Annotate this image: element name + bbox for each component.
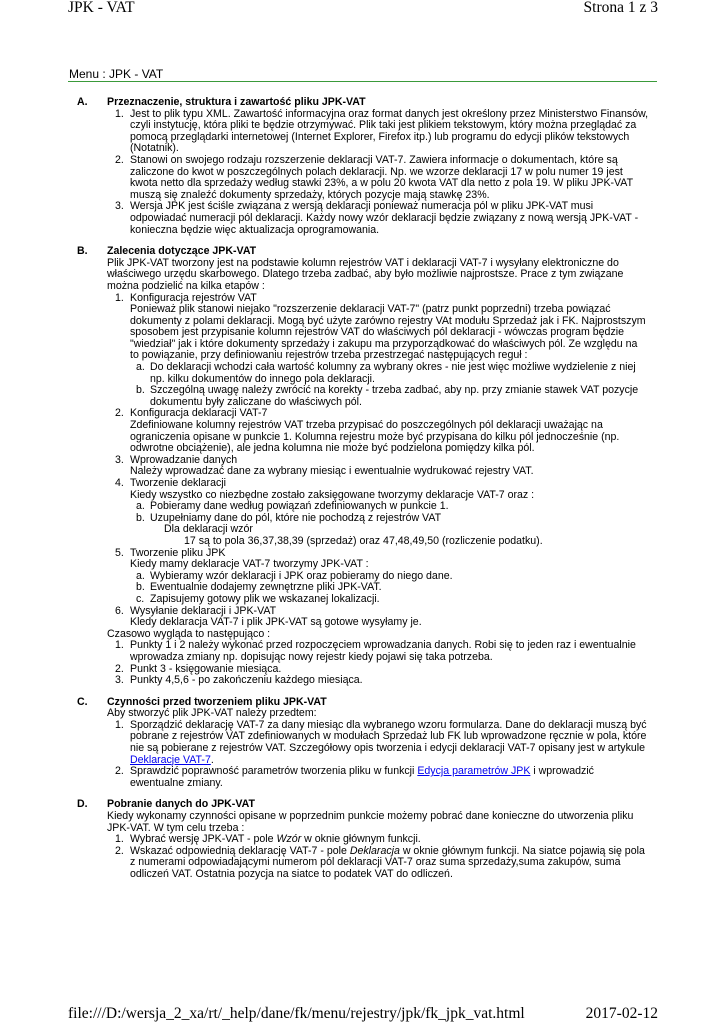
sub-list xyxy=(130,571,649,606)
section-c-list xyxy=(107,720,649,790)
list-text: Jest to plik typu XML. Zawartość informacyjna oraz format danych jest określony przez Ministerstwo Finansów, czyli instytucję, która pliki te będzie otrzymywać. Plik taki jest plikiem tekstowym, który można przeglądać za pomocą przeglądarki internetowej (Internet Explorer, Firefox itp.) lub programu do edycji plików tekstowych (Notatnik). xyxy=(130,107,649,155)
sub-letter: a. xyxy=(136,500,145,513)
section-letter: A. xyxy=(77,96,88,108)
section-title: Pobranie danych do JPK-VAT xyxy=(107,798,255,811)
list-text: Punkty 4,5,6 - po zakończeniu każdego miesiąca. xyxy=(130,674,363,687)
list-text: Sporządzić deklarację VAT-7 za dany miesiąc dla wybranego wzoru formularza. Dane do deklaracji muszą być pobrane z rejestrów VAT zdefiniowanych w modułach Sprzedaż lub FK lub wprowadzone ręcznie w pola, które nie są pobierane z rejestrów VAT. Szczegółowy opis tworzenia i edycji deklaracji VAT-7 opisany jest w artykule xyxy=(130,718,647,755)
sub-item xyxy=(136,511,649,548)
sub-letter: a. xyxy=(136,361,145,374)
list-number: 3. xyxy=(115,200,124,213)
field-name: Wzór xyxy=(276,833,302,846)
list-number: 2. xyxy=(115,662,124,675)
page-number: Strona 1 z 3 xyxy=(583,0,658,16)
list-item xyxy=(115,453,649,478)
list-number: 6. xyxy=(115,604,124,617)
list-item xyxy=(115,718,649,766)
declaration-label: Dla deklaracji wzór xyxy=(164,523,253,536)
list-item xyxy=(115,844,649,881)
field-name: Deklaracja xyxy=(349,844,400,857)
timeline-list xyxy=(107,640,649,686)
list-number: 2. xyxy=(115,153,124,166)
list-item xyxy=(115,604,649,629)
sub-text: Szczególną uwagę należy zwrócić na korekty - trzeba zadbać, aby np. przy zmianie stawek VAT pozycje dokumentu były zaliczane do właściwych pól. xyxy=(150,384,639,408)
list-item xyxy=(115,153,649,201)
list-text: Wskazać odpowiednią deklarację VAT-7 - pole xyxy=(130,844,350,857)
print-date: 2017-02-12 xyxy=(585,1005,658,1022)
step-title: Tworzenie pliku JPK xyxy=(130,546,226,559)
step-title: Konfiguracja rejestrów VAT xyxy=(130,291,257,304)
section-letter: B. xyxy=(77,245,88,258)
list-item xyxy=(115,639,649,663)
link-edycja-parametrow-jpk[interactable]: Edycja parametrów JPK xyxy=(417,765,531,778)
sub-text: Uzupełniamy dane do pól, które nie pochodzą z rejestrów VAT xyxy=(150,511,442,524)
sub-item xyxy=(136,592,649,606)
declaration-fields: 17 są to pola 36,37,38,39 (sprzedaż) oraz 47,48,49,50 (rozliczenie podatku). xyxy=(184,534,543,547)
list-number: 5. xyxy=(115,546,124,559)
list-number: 1. xyxy=(115,107,124,120)
list-number: 4. xyxy=(115,477,124,489)
section-b-list xyxy=(107,293,649,629)
list-number: 3. xyxy=(115,674,124,687)
list-number: 2. xyxy=(115,765,124,778)
header-divider xyxy=(68,81,657,82)
list-text-end: . xyxy=(210,753,214,766)
list-number: 2. xyxy=(115,844,124,857)
list-item xyxy=(115,200,649,236)
step-body: Kledy deklaracja VAT-7 i plik JPK-VAT są gotowe wysyłamy je. xyxy=(130,616,422,629)
sub-text: Do deklaracji wchodzi cała wartość kolumny za wybrany okres - nie jest więc możliwe wydzielenie z niej np. kilku dokumentów do innego pola deklaracji. xyxy=(150,361,636,385)
step-title: Konfiguracja deklaracji VAT-7 xyxy=(130,407,268,420)
file-path: file:///D:/wersja_2_xa/rt/_help/dane/fk/menu/rejestry/jpk/fk_jpk_vat.html xyxy=(68,1005,525,1022)
link-deklaracje-vat7[interactable]: Deklaracje VAT-7 xyxy=(130,753,211,766)
list-text-end: i wprowadzić ewentualne zmiany. xyxy=(130,765,594,789)
list-item xyxy=(115,765,649,789)
sub-letter: c. xyxy=(136,592,145,605)
print-footer xyxy=(68,1005,658,1025)
list-text: Punkt 3 - księgowanie miesiąca. xyxy=(130,662,282,675)
header-title: JPK - VAT xyxy=(68,0,135,16)
sub-letter: b. xyxy=(136,384,145,397)
list-item xyxy=(115,291,649,409)
step-body: Kiedy mamy deklaracje VAT-7 tworzymy JPK-VAT : xyxy=(130,558,369,571)
list-text: Sprawdzić poprawność parametrów tworzenia pliku w funkcji xyxy=(130,765,418,778)
sub-item xyxy=(136,384,649,408)
sub-text: Ewentualnie dodajemy zewnętrzne pliki JPK-VAT. xyxy=(150,581,382,594)
section-d-list xyxy=(107,834,649,880)
section-a-list xyxy=(107,109,649,237)
list-number: 1. xyxy=(115,639,124,652)
section-b xyxy=(79,246,649,687)
step-body: Należy wprowadzać dane za wybrany miesiąc i ewentualnie wydrukować rejestry VAT. xyxy=(130,465,534,478)
section-c xyxy=(79,697,649,790)
list-number: 2. xyxy=(115,407,124,420)
list-text: Wersja JPK jest ściśle związana z wersją deklaracji ponieważ numeracja pól w pliku JPK-VAT musi odpowiadać numeracji pól deklaracji. Każdy nowy wzór deklaracji będzie związany z nową wersją JPK-VAT - konieczna będzie więc aktualizacja oprogramowania. xyxy=(130,200,639,236)
sub-text: Wybieramy wzór deklaracji i JPK oraz pobieramy do niego dane. xyxy=(150,569,453,582)
timeline-intro: Czasowo wygląda to następująco : xyxy=(107,627,271,640)
sub-item xyxy=(136,361,649,385)
section-letter: D. xyxy=(77,798,88,811)
section-intro: Aby stworzyć plik JPK-VAT należy przedtem: xyxy=(107,707,317,720)
section-a xyxy=(79,97,649,236)
section-letter: C. xyxy=(77,695,88,708)
menu-path: Menu : JPK - VAT xyxy=(69,67,164,81)
section-intro: Kiedy wykonamy czynności opisane w poprzednim punkcie możemy pobrać dane konieczne do utworzenia pliku JPK-VAT. W tym celu trzeba : xyxy=(107,810,634,834)
sub-list xyxy=(130,501,649,547)
list-number: 1. xyxy=(115,833,124,846)
list-number: 3. xyxy=(115,453,124,466)
list-item xyxy=(115,546,649,606)
section-intro: Plik JPK-VAT tworzony jest na podstawie kolumn rejestrów VAT i deklaracji VAT-7 i wysyłany elektroniczne do właściwego urzędu skarbowego. Dlatego trzeba zadbać, aby było możliwie najprostsze. Prace z tym związane można podzielić na kilka etapów : xyxy=(107,256,624,292)
step-title: Tworzenie deklaracji xyxy=(130,477,226,489)
list-item xyxy=(115,477,649,548)
list-text: Wybrać wersję JPK-VAT - pole xyxy=(130,833,277,846)
document-body xyxy=(79,97,649,891)
sub-letter: b. xyxy=(136,511,145,524)
step-body: Kiedy wszystko co niezbędne zostało zaksięgowane tworzymy deklaracje VAT-7 oraz : xyxy=(130,488,535,501)
step-body: Ponieważ plik stanowi niejako "rozszerzenie deklaracji VAT-7" (patrz punkt poprzedni) trzeba powiązać dokumenty z polami deklaracji. Mogą być użyte zarówno rejestry VAt modułu Sprzedaż jak i FK. Najprostszym sposobem jest przypisanie kolumn rejestrów VAT do właściwych pól deklaracji - wówczas program będzie "wiedział" jak i które dokumenty sprzedaży i zakupu ma przyporządkować do właściwych pól. Ze względu na to powiązanie, przy definiowaniu rejestrów trzeba przestrzegać następujących reguł : xyxy=(130,303,646,362)
sub-letter: b. xyxy=(136,581,145,594)
step-title: Wysyłanie deklaracji i JPK-VAT xyxy=(130,604,277,617)
sub-list xyxy=(130,362,649,408)
step-body: Zdefiniowane kolumny rejestrów VAT trzeba przypisać do poszczególnych pól deklaracji uważając na ograniczenia opisane w punkcie 1. Kolumna rejestru może być przypisana do kilku pól jednocześnie (np. odwrotne obciążenie), ale jedna kolumna nie może być podzielona pomiędzy kilka pól. xyxy=(130,419,620,455)
list-text: Stanowi on swojego rodzaju rozszerzenie deklaracji VAT-7. Zawiera informacje o dokumentach, które są zaliczone do kwot w poszczególnych polach deklaracji. Np. we wzorze deklaracji 17 w polu numer 19 jest kwota netto dla sprzedaży według stawki 23%, a w polu 20 kwota VAT dla netto z pola 19. W pliku JPK-VAT muszą się znaleźć dokumenty sprzedaży, których pozycje mają stawkę 23%. xyxy=(130,153,633,201)
section-title: Zalecenia dotyczące JPK-VAT xyxy=(107,245,257,258)
sub-text: Zapisujemy gotowy plik we wskazanej lokalizacji. xyxy=(150,592,380,605)
section-title: Przeznaczenie, struktura i zawartość pliku JPK-VAT xyxy=(107,96,366,108)
section-title: Czynności przed tworzeniem pliku JPK-VAT xyxy=(107,695,327,708)
list-number: 1. xyxy=(115,291,124,304)
print-header xyxy=(68,0,658,22)
list-item xyxy=(115,107,649,155)
list-number: 1. xyxy=(115,718,124,731)
list-text: Punkty 1 i 2 należy wykonać przed rozpoczęciem wprowadzania danych. Robi się to jeden raz i ewentualnie wprowadza zmiany np. dopisując nowy rejestr kiedy pojawi się taka potrzeba. xyxy=(130,639,636,663)
sub-letter: a. xyxy=(136,569,145,582)
list-text-end: w oknie głównym funkcji. Na siatce pojawią się pola z numerami odpowiadającymi numerom pól deklaracji VAT-7 oraz suma sprzedaży,suma zakupów, suma odliczeń VAT. Ostatnia pozycja na siatce to podatek VAT do odliczeń. xyxy=(130,844,645,880)
list-item xyxy=(115,674,649,687)
list-item xyxy=(115,407,649,455)
section-d xyxy=(79,799,649,880)
list-text-end: w oknie głównym funkcji. xyxy=(301,833,421,846)
step-title: Wprowadzanie danych xyxy=(130,453,238,466)
sub-text: Pobieramy dane według powiązań zdefiniowanych w punkcie 1. xyxy=(150,500,449,513)
